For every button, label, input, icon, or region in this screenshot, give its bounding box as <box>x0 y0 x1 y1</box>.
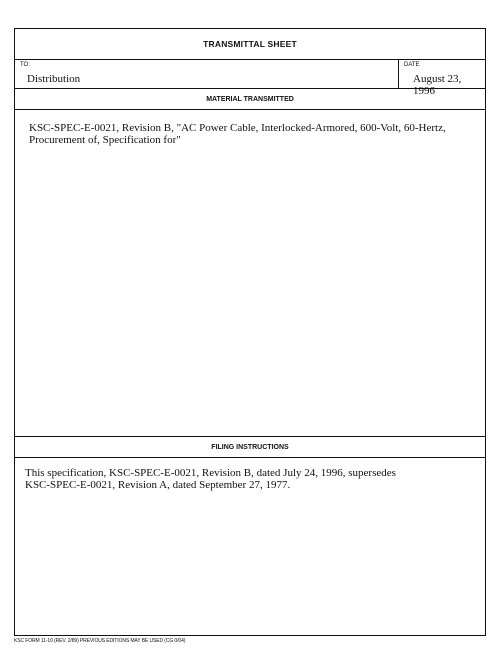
to-label: TO: <box>20 62 30 68</box>
material-text: KSC-SPEC-E-0021, Revision B, "AC Power Cable, Interlocked-Armored, 600-Volt, 60-Hertz, Procurement of, Specification for" <box>29 122 446 146</box>
filing-text: This specification, KSC-SPEC-E-0021, Revision B, dated July 24, 1996, supersedes KSC-SPEC-E-0021, Revision A, dated September 27, 1977. <box>25 467 396 491</box>
date-cell <box>399 60 485 97</box>
form-title: TRANSMITTAL SHEET <box>15 29 485 60</box>
transmittal-form <box>14 28 486 636</box>
to-value: Distribution <box>27 73 81 85</box>
filing-header: FILING INSTRUCTIONS <box>15 437 485 458</box>
material-section <box>15 110 485 437</box>
form-footer: KSC FORM 11-10 (REV. 2/89) PREVIOUS EDITIONS MAY BE USED (CG 0/04) <box>14 638 186 644</box>
to-cell <box>15 60 399 88</box>
date-label: DATE <box>404 62 420 68</box>
material-header: MATERIAL TRANSMITTED <box>15 89 485 110</box>
to-date-row <box>15 60 485 97</box>
filing-section <box>15 458 485 608</box>
date-value: August 23, 1996 <box>413 73 462 97</box>
